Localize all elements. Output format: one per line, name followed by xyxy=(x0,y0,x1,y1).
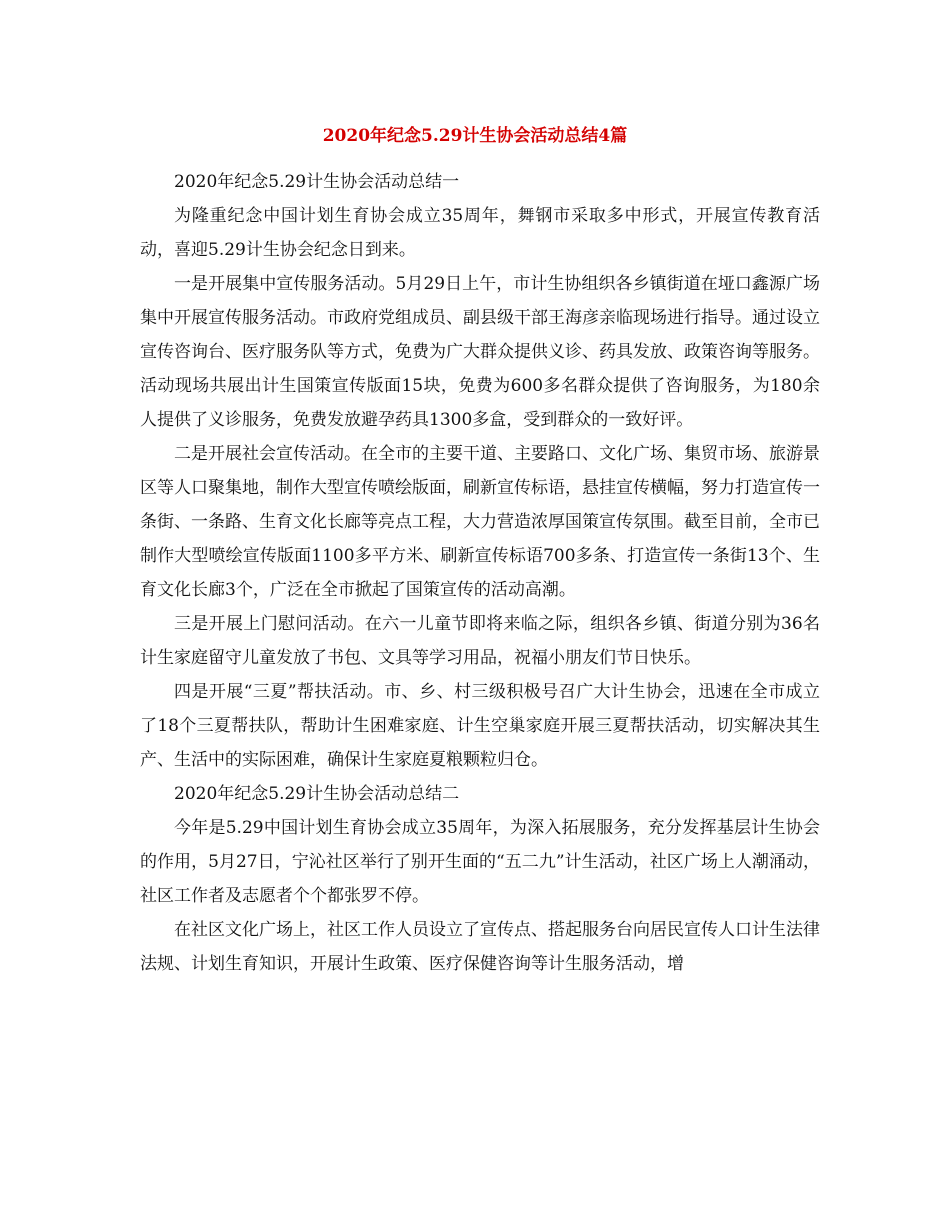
paragraph-item-2: 二是开展社会宣传活动。在全市的主要干道、主要路口、文化广场、集贸市场、旅游景区等人口聚集地，制作大型宣传喷绘版面，刷新宣传标语，悬挂宣传横幅，努力打造宣传一条街、一条路、生育文化长廊等亮点工程，大力营造浓厚国策宣传氛围。截至目前，全市已制作大型喷绘宣传版面1100多平方米、刷新宣传标语700多条、打造宣传一条街13个、生育文化长廊3个，广泛在全市掀起了国策宣传的活动高潮。 xyxy=(140,444,820,600)
section-heading-1: 2020年纪念5.29计生协会活动总结一 xyxy=(174,172,460,192)
paragraph-intro: 为隆重纪念中国计划生育协会成立35周年，舞钢市采取多中形式，开展宣传教育活动，喜迎5.29计生协会纪念日到来。 xyxy=(140,206,820,260)
document-body xyxy=(140,165,820,981)
paragraph-section2-body: 在社区文化广场上，社区工作人员设立了宣传点、搭起服务台向居民宣传人口计生法律法规、计划生育知识，开展计生政策、医疗保健咨询等计生服务活动，增 xyxy=(140,920,820,974)
paragraph-item-4: 四是开展“三夏”帮扶活动。市、乡、村三级积极号召广大计生协会，迅速在全市成立了18个三夏帮扶队，帮助计生困难家庭、计生空巢家庭开展三夏帮扶活动，切实解决其生产、生活中的实际困难，确保计生家庭夏粮颗粒归仓。 xyxy=(140,682,820,770)
document-title: 2020年纪念5.29计生协会活动总结4篇 xyxy=(322,126,628,146)
paragraph-item-1: 一是开展集中宣传服务活动。5月29日上午，市计生协组织各乡镇街道在垭口鑫源广场集中开展宣传服务活动。市政府党组成员、副县级干部王海彦亲临现场进行指导。通过设立宣传咨询台、医疗服务队等方式，免费为广大群众提供义诊、药具发放、政策咨询等服务。活动现场共展出计生国策宣传版面15块，免费为600多名群众提供了咨询服务，为180余人提供了义诊服务，免费发放避孕药具1300多盒，受到群众的一致好评。 xyxy=(140,274,820,430)
paragraph-section2-intro: 今年是5.29中国计划生育协会成立35周年，为深入拓展服务，充分发挥基层计生协会的作用，5月27日，宁沁社区举行了别开生面的“五二九”计生活动，社区广场上人潮涌动，社区工作者及志愿者个个都张罗不停。 xyxy=(140,818,820,906)
section-heading-2: 2020年纪念5.29计生协会活动总结二 xyxy=(174,784,460,804)
paragraph-item-3: 三是开展上门慰问活动。在六一儿童节即将来临之际，组织各乡镇、街道分别为36名计生家庭留守儿童发放了书包、文具等学习用品，祝福小朋友们节日快乐。 xyxy=(140,614,820,668)
